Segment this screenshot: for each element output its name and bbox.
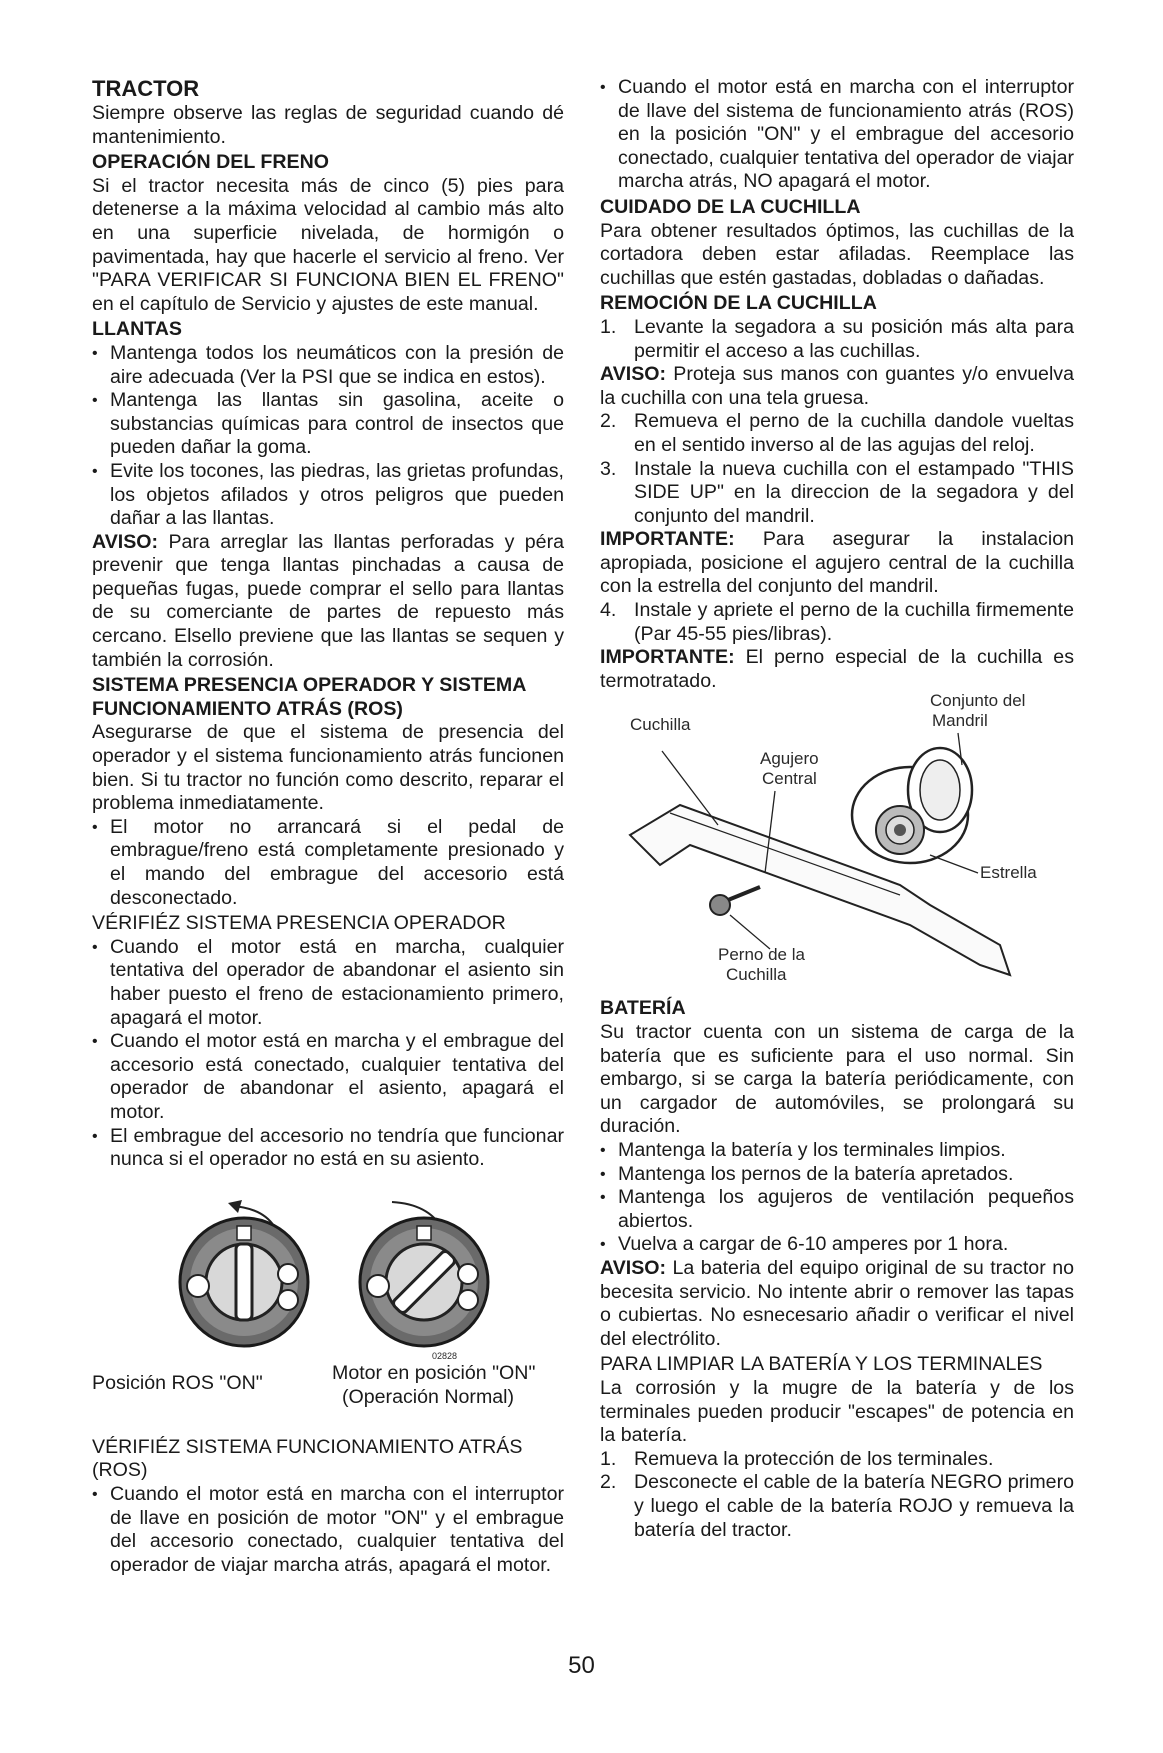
label-spindle-1: Conjunto del (930, 691, 1026, 711)
heading-tires: LLANTAS (92, 318, 182, 341)
section-title-tractor: TRACTOR (92, 76, 200, 101)
clean-text: La corrosión y la mugre de la batería y de los terminales pueden producir "escapes" de potencia en la batería. (600, 1376, 1074, 1447)
clean-step-2: 2. Desconecte el cable de la batería NEGRO primero y luego el cable de la batería ROJO y remueva la batería del tractor. (600, 1471, 1074, 1541)
system-list (92, 816, 564, 910)
list-item: • Cuando el motor está en marcha, cualquier tentativa del operador de abandonar el asiento sin haber puesto el freno de estacionamiento primero, apagará el motor. (92, 936, 564, 1030)
notice-text: Para arreglar las llantas perforadas y péra prevenir que tenga llantas pinchadas a causa de pequeñas fugas, puede comprar el sello para llantas de su comerciante de partes de repuesto más cercano. Elsello previene que las llantas se sequen y también la corrosión. (92, 530, 564, 671)
heading-verify-ros: VÉRIFIÉZ SISTEMA FUNCIONAMIENTO ATRÁS (ROS) (92, 1435, 523, 1482)
clean-step-1: 1. Remueva la protección de los terminales. (600, 1447, 994, 1470)
ros-list (600, 76, 1074, 194)
caption-ros-on: Posición ROS "ON" (92, 1371, 263, 1394)
list-item: • Mantenga la batería y los terminales limpios. (600, 1139, 1074, 1163)
step-2: 2. Remueva el perno de la cuchilla dandole vueltas en el sentido inverso al de las agujas del reloj. (600, 410, 1074, 456)
battery-list (600, 1139, 1074, 1257)
list-item: • El motor no arrancará si el pedal de embrague/freno está completamente presionado y el mando del embrague del accesorio está desconectado. (92, 816, 564, 910)
brake-text: Si el tractor necesita más de cinco (5) pies para detenerse a la máxima velocidad al cambio más alto en una superficie nivelada, de hormigón o pavimentada, hay que hacerle el servicio al freno. Ver "PARA VERIFICAR SI FUNCIONA BIEN EL FRENO" en el capítulo de Servicio y ajustes de este manual. (92, 174, 564, 315)
blade-figure (600, 691, 1074, 995)
notice-label: AVISO: (92, 530, 159, 553)
list-item: • Mantenga los agujeros de ventilación pequeños abiertos. (600, 1186, 1074, 1233)
verify-operator-list (92, 936, 564, 1172)
heading-operator-system: SISTEMA PRESENCIA OPERADOR Y SISTEMA FUNCIONAMIENTO ATRÁS (ROS) (92, 674, 526, 720)
label-star: Estrella (980, 863, 1037, 883)
label-bolt-1: Perno de la (718, 945, 805, 965)
verify-ros-list (92, 1483, 564, 1577)
caption-normal-operation: (Operación Normal) (342, 1385, 515, 1408)
list-item: • Mantenga todos los neumáticos con la presión de aire adecuada (Ver la PSI que se indica en estos). (92, 342, 564, 389)
list-item: • Vuelva a cargar de 6-10 amperes por 1 hora. (600, 1233, 1074, 1257)
right-column (600, 76, 1074, 1542)
label-center-hole-2: Central (762, 769, 817, 789)
important-2: IMPORTANTE: El perno especial de la cuchilla es termotratado. (600, 646, 1074, 692)
step-3: 3. Instale la nueva cuchilla con el estampado "THIS SIDE UP" en la direccion de la segadora y del conjunto del mandril. (600, 457, 1074, 527)
label-spindle-2: Mandril (932, 711, 988, 731)
intro-text: Siempre observe las reglas de seguridad cuando dé mantenimiento. (92, 102, 564, 148)
list-item: • El embrague del accesorio no tendría que funcionar nunca si el operador no está en su asiento. (92, 1125, 564, 1172)
list-item: • Evite los tocones, las piedras, las grietas profundas, los objetos afilados y otros peligros que pueden dañar a las llantas. (92, 460, 564, 531)
blade-care-text: Para obtener resultados óptimos, las cuchillas de la cortadora deben estar afiladas. Reemplace las cuchillas que estén gastadas, dobladas o dañadas. (600, 219, 1074, 289)
tires-notice (92, 531, 564, 673)
heading-brake: OPERACIÓN DEL FRENO (92, 151, 329, 174)
label-center-hole-1: Agujero (760, 749, 819, 769)
spindle-assembly-icon (852, 748, 972, 863)
page-number: 50 (568, 1652, 595, 1679)
heading-clean-battery: PARA LIMPIAR LA BATERÍA Y LOS TERMINALES (600, 1353, 1043, 1376)
battery-text: Su tractor cuenta con un sistema de carga de la batería que es suficiente para el uso normal. Sin embargo, si se carga la batería periódicamente, con un cargador de automóviles, se prolongará su duración. (600, 1021, 1074, 1138)
heading-battery: BATERÍA (600, 997, 686, 1020)
blade-illustration (600, 695, 1074, 995)
figure-code: 02828 (432, 1350, 458, 1361)
heading-blade-care: CUIDADO DE LA CUCHILLA (600, 195, 861, 218)
heading-verify-operator: VÉRIFIÉZ SISTEMA PRESENCIA OPERADOR (92, 912, 506, 935)
caption-engine-on: Motor en posición "ON" (332, 1361, 536, 1384)
label-bolt-2: Cuchilla (726, 965, 787, 985)
important-1: IMPORTANTE: Para asegurar la instalacion apropiada, posicione el agujero central de la cuchilla con la estrella del conjunto del mandril. (600, 528, 1074, 598)
key-switch-illustration (92, 1186, 564, 1366)
blade-notice: AVISO: Proteja sus manos con guantes y/o envuelva la cuchilla con una tela gruesa. (600, 363, 1074, 409)
label-blade: Cuchilla (630, 715, 691, 735)
system-text: Asegurarse de que el sistema de presencia del operador y el sistema funcionamiento atrás funcionen bien. Si tu tractor no función como descrito, reparar el problema inmediatamente. (92, 721, 564, 815)
list-item: • Cuando el motor está en marcha y el embrague del accesorio está conectado, cualquier tentativa del operador de abandonar el asiento, apagará el motor. (92, 1030, 564, 1124)
tires-list (92, 342, 564, 531)
left-column (92, 76, 564, 1577)
list-item: • Mantenga los pernos de la batería apretados. (600, 1163, 1074, 1187)
blade-bolt-icon (710, 887, 760, 915)
list-item: • Cuando el motor está en marcha con el interruptor de llave del sistema de funcionamiento atrás (ROS) en la posición "ON" y el embrague del accesorio conectado, cualquier tentativa del operador de viajar marcha atrás, NO apagará el motor. (600, 76, 1074, 194)
step-1: 1. Levante la segadora a su posición más alta para permitir el acceso a las cuchillas. (600, 315, 1074, 362)
battery-notice: AVISO: La bateria del equipo original de su tractor no becesita servicio. No intente abrir o remover las tapas o cubiertas. No esnecesario añadir o verificar el nivel del electrólito. (600, 1256, 1074, 1350)
engine-key-switch-icon (360, 1202, 488, 1346)
list-item: • Cuando el motor está en marcha con el interruptor de llave en posición de motor "ON" y el embrague del accesorio conectado, cualquier tentativa del operador de viajar marcha atrás, apagará el motor. (92, 1483, 564, 1577)
step-4: 4. Instale y apriete el perno de la cuchilla firmemente (Par 45-55 pies/libras). (600, 599, 1074, 645)
heading-blade-removal: REMOCIÓN DE LA CUCHILLA (600, 292, 877, 315)
list-item: • Mantenga las llantas sin gasolina, aceite o substancias químicas para control de insectos que pueden dañar la goma. (92, 389, 564, 460)
ros-key-switch-icon (180, 1200, 308, 1346)
key-switch-figure (92, 1186, 564, 1434)
